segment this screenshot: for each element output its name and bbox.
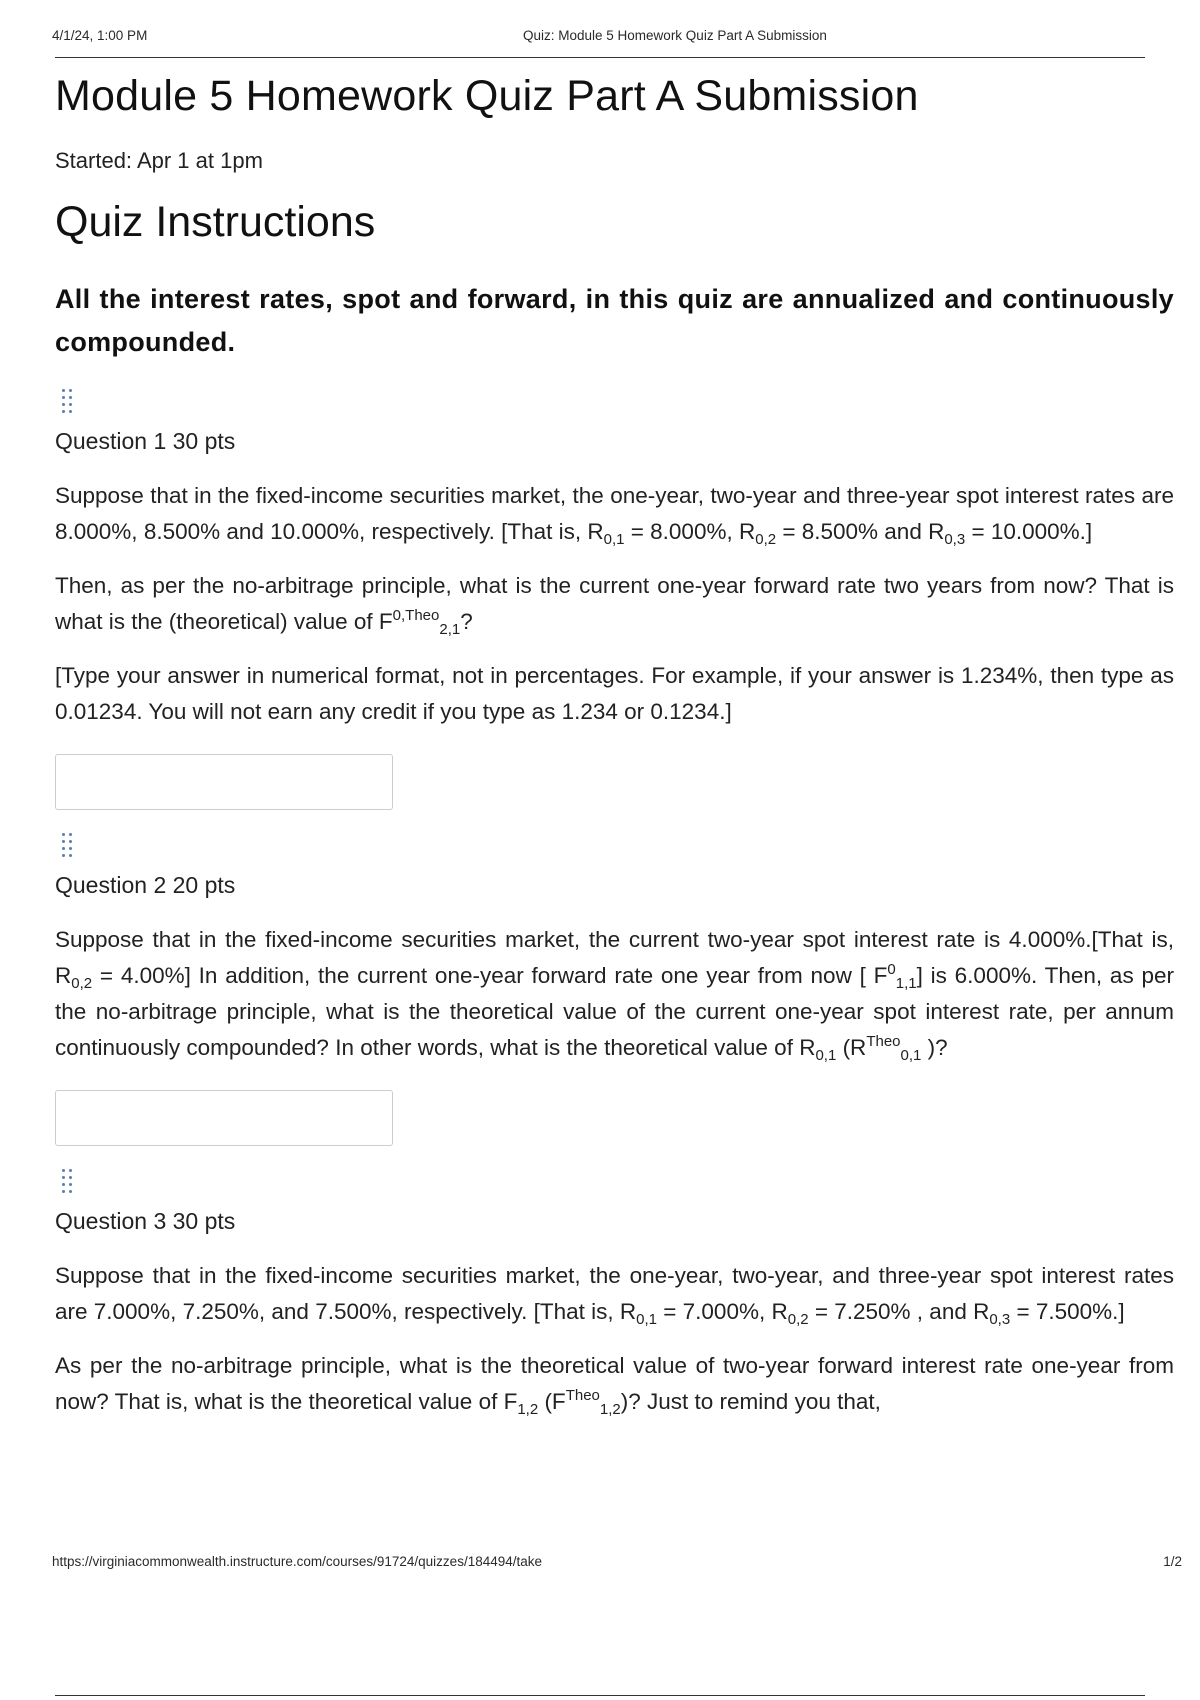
drag-handle-icon[interactable]: [61, 1168, 75, 1194]
print-footer-page-number: 1/2: [1163, 1554, 1182, 1569]
question-3-paragraph-1: Suppose that in the fixed-income securities market, the one-year, two-year, and three-year spot interest rates are 7.000%, 7.250%, and 7.500%, respectively. [That is, $R_{0,1} = 7.000\%$, $R_{0,2} = 7.250\%$ , and $R_{0,3} = 7.500\%$.]: [55, 1263, 1174, 1328]
bottom-divider: [55, 1695, 1145, 1696]
started-time: Started: Apr 1 at 1pm: [55, 148, 263, 173]
print-header-datetime: 4/1/24, 1:00 PM: [52, 28, 148, 43]
drag-handle-icon[interactable]: [61, 388, 75, 414]
instructions-heading: Quiz Instructions: [55, 198, 376, 246]
print-footer-url: https://virginiacommonwealth.instructure.com/courses/91724/quizzes/184494/take: [52, 1554, 543, 1569]
question-1-answer-input[interactable]: [55, 754, 393, 810]
quiz-content: [55, 65, 1174, 1420]
question-1-paragraph-3: [Type your answer in numerical format, not in percentages. For example, if your answer is 1.234%, then type as 0.01234. You will not earn any credit if you type as 1.234 or 0.1234.]: [55, 663, 1174, 724]
question-2-heading: Question 2 20 pts: [55, 872, 236, 898]
question-3-paragraph-2: As per the no-arbitrage principle, what is the theoretical value of two-year forward interest rate one-year from now? That is, what is the theoretical value of $F_{1,2}$ $(F^{Theo}_{1,2})$? Just to remind you that,: [55, 1353, 1174, 1418]
question-1-paragraph-1: Suppose that in the fixed-income securities market, the one-year, two-year and three-year spot interest rates are 8.000%, 8.500% and 10.000%, respectively. [That is, $R_{0,1} = 8.000\%$, $R_{0,2} = 8.500\%$ and $R_{0,3} = 10.000\%$.]: [55, 483, 1174, 548]
quiz-title: Module 5 Homework Quiz Part A Submission: [55, 72, 919, 120]
question-1-heading: Question 1 30 pts: [55, 428, 236, 454]
question-1-text: [55, 478, 1174, 730]
question-2-paragraph-1: Suppose that in the fixed-income securities market, the current two-year spot interest rate is 4.000%.[That is, $R_{0,2} = 4.00\%$] In addition, the current one-year forward rate one year from now [ $F^0_{1,1}$] is 6.000%. Then, as per the no-arbitrage principle, what is the theoretical value of the current one-year spot interest rate, per annum continuously compounded? In other words, what is the theoretical value of $R_{0,1}$ ($R^{Theo}_{0,1}$ )?: [55, 927, 1174, 1064]
print-header-title: Quiz: Module 5 Homework Quiz Part A Submission: [523, 28, 827, 43]
header-divider: [55, 57, 1145, 58]
question-1-paragraph-2: Then, as per the no-arbitrage principle, what is the current one-year forward rate two years from now? That is what is the (theoretical) value of $F^{0,Theo}_{2,1}$?: [55, 573, 1174, 638]
question-3-text: [55, 1258, 1174, 1420]
question-2-text: [55, 922, 1174, 1066]
question-2-answer-input[interactable]: [55, 1090, 393, 1146]
drag-handle-icon[interactable]: [61, 832, 75, 858]
instructions-text: All the interest rates, spot and forward, in this quiz are annualized and continuously compounded.: [55, 284, 1174, 357]
question-3-heading: Question 3 30 pts: [55, 1208, 236, 1234]
